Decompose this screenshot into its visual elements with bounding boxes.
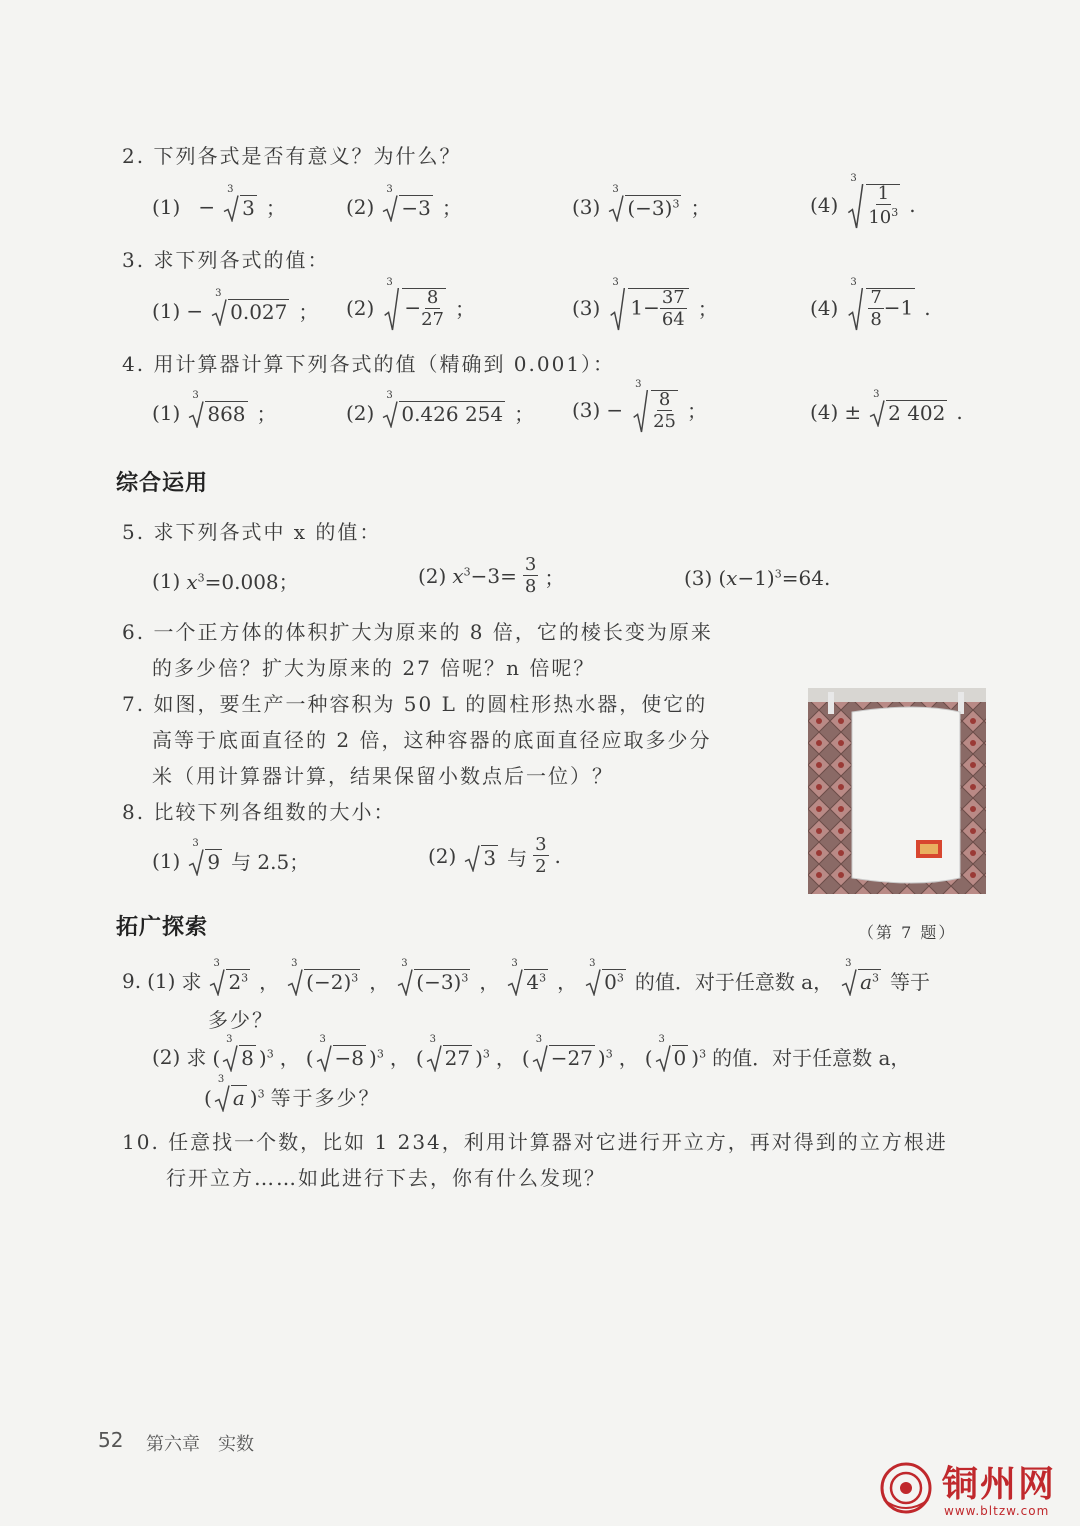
watermark-seal-icon — [878, 1460, 934, 1516]
q9-part1-line2: 多少？ — [208, 1008, 274, 1032]
page-number: 52 — [98, 1428, 124, 1452]
q4-item-3: (3) − 3 $\frac{8}{25}$ ； — [572, 379, 708, 432]
water-heater-figure — [808, 688, 986, 894]
q9-part1-line1: 9. (1) 求 3 $2^3$ ， 3 $(-2)^3$ ， 3 $(-3)^3$ ， 3 $4^3$ ， 3 $0^3$ 的值．对于任意数 a， 3 $a^3$ 等于 — [122, 958, 931, 994]
q2-item-1: (1) − 3 3 ； — [152, 184, 286, 220]
q10-line2: 行开立方……如此进行下去，你有什么发现？ — [166, 1166, 606, 1190]
q2-item-2: (2) 3 −3 ； — [346, 184, 462, 220]
q4-stem: 4. 用计算器计算下列各式的值（精确到 0.001）： — [122, 352, 616, 376]
q5-item-1: (1) $x^3=0.008$； — [152, 568, 299, 594]
q3-stem: 3. 求下列各式的值： — [122, 248, 330, 272]
q3-item-3: (3) 3 1− $\frac{37}{64}$ ； — [572, 277, 718, 330]
q10-line1: 10. 任意找一个数，比如 1 234，利用计算器对它进行开立方，再对得到的立方根进 — [122, 1130, 948, 1154]
q8-item-2: (2) 3 与 $\frac{3}{2}$ . — [428, 834, 561, 877]
q7-line3: 米（用计算器计算，结果保留小数点后一位）？ — [152, 764, 614, 788]
q7-line1: 7. 如图，要生产一种容积为 50 L 的圆柱形热水器，使它的 — [122, 692, 708, 716]
q4-item-2: (2) 3 0.426 254 ； — [346, 390, 535, 426]
watermark-name: 铜州网 — [942, 1463, 1057, 1505]
q3-item-2: (2) 3 − $\frac{8}{27}$ ； — [346, 277, 476, 330]
q5-stem: 5. 求下列各式中 x 的值： — [122, 520, 382, 544]
q5-item-3: (3) $(x-1)^3=64$. — [684, 566, 831, 590]
q5-item-2: (2) $x^3-3=$ $\frac{3}{8}$ ； — [418, 554, 565, 597]
section-heading-extension: 拓广探索 — [116, 915, 209, 940]
q9-part2-line2: ( 3 a )$^3$ 等于多少？ — [204, 1074, 381, 1110]
q7-line2: 高等于底面直径的 2 倍，这种容器的底面直径应取多少分 — [152, 728, 712, 752]
q2-item-3: (3) 3 $(-3)^3$ ； — [572, 184, 711, 220]
q8-item-1: (1) 3 9 与 2.5； — [152, 838, 310, 874]
figure-caption: （第 7 题） — [858, 923, 957, 942]
q2-stem: 2. 下列各式是否有意义？为什么？ — [122, 144, 462, 168]
q6-line2: 的多少倍？扩大为原来的 27 倍呢？n 倍呢？ — [152, 656, 596, 680]
q8-stem: 8. 比较下列各组数的大小： — [122, 800, 396, 824]
section-heading-comprehensive: 综合运用 — [116, 471, 209, 496]
chapter-title: 第六章 实数 — [146, 1434, 254, 1455]
q2-item-4: (4) 3 $\frac{1}{10^3}$ . — [810, 173, 916, 228]
watermark-url: www.bltzw.com — [944, 1504, 1050, 1518]
q3-item-4: (4) 3 $\frac{7}{8}$ −1 . — [810, 277, 931, 330]
q4-item-1: (1) 3 868 ； — [152, 390, 277, 426]
q9-part2-line1: (2) 求 ( 3 8 )$^3$ ， ( 3 −8 )$^3$ ， ( 3 27 )$^3$ ， ( 3 −27 )$^3$ ， ( 3 0 )$^3$ 的值．对于任意数 a， — [152, 1034, 911, 1070]
q6-line1: 6. 一个正方体的体积扩大为原来的 8 倍，它的棱长变为原来 — [122, 620, 713, 644]
q3-item-1: (1) − 3 0.027 ； — [152, 288, 319, 324]
q4-item-4: (4) ± 3 2 402 . — [810, 389, 963, 425]
